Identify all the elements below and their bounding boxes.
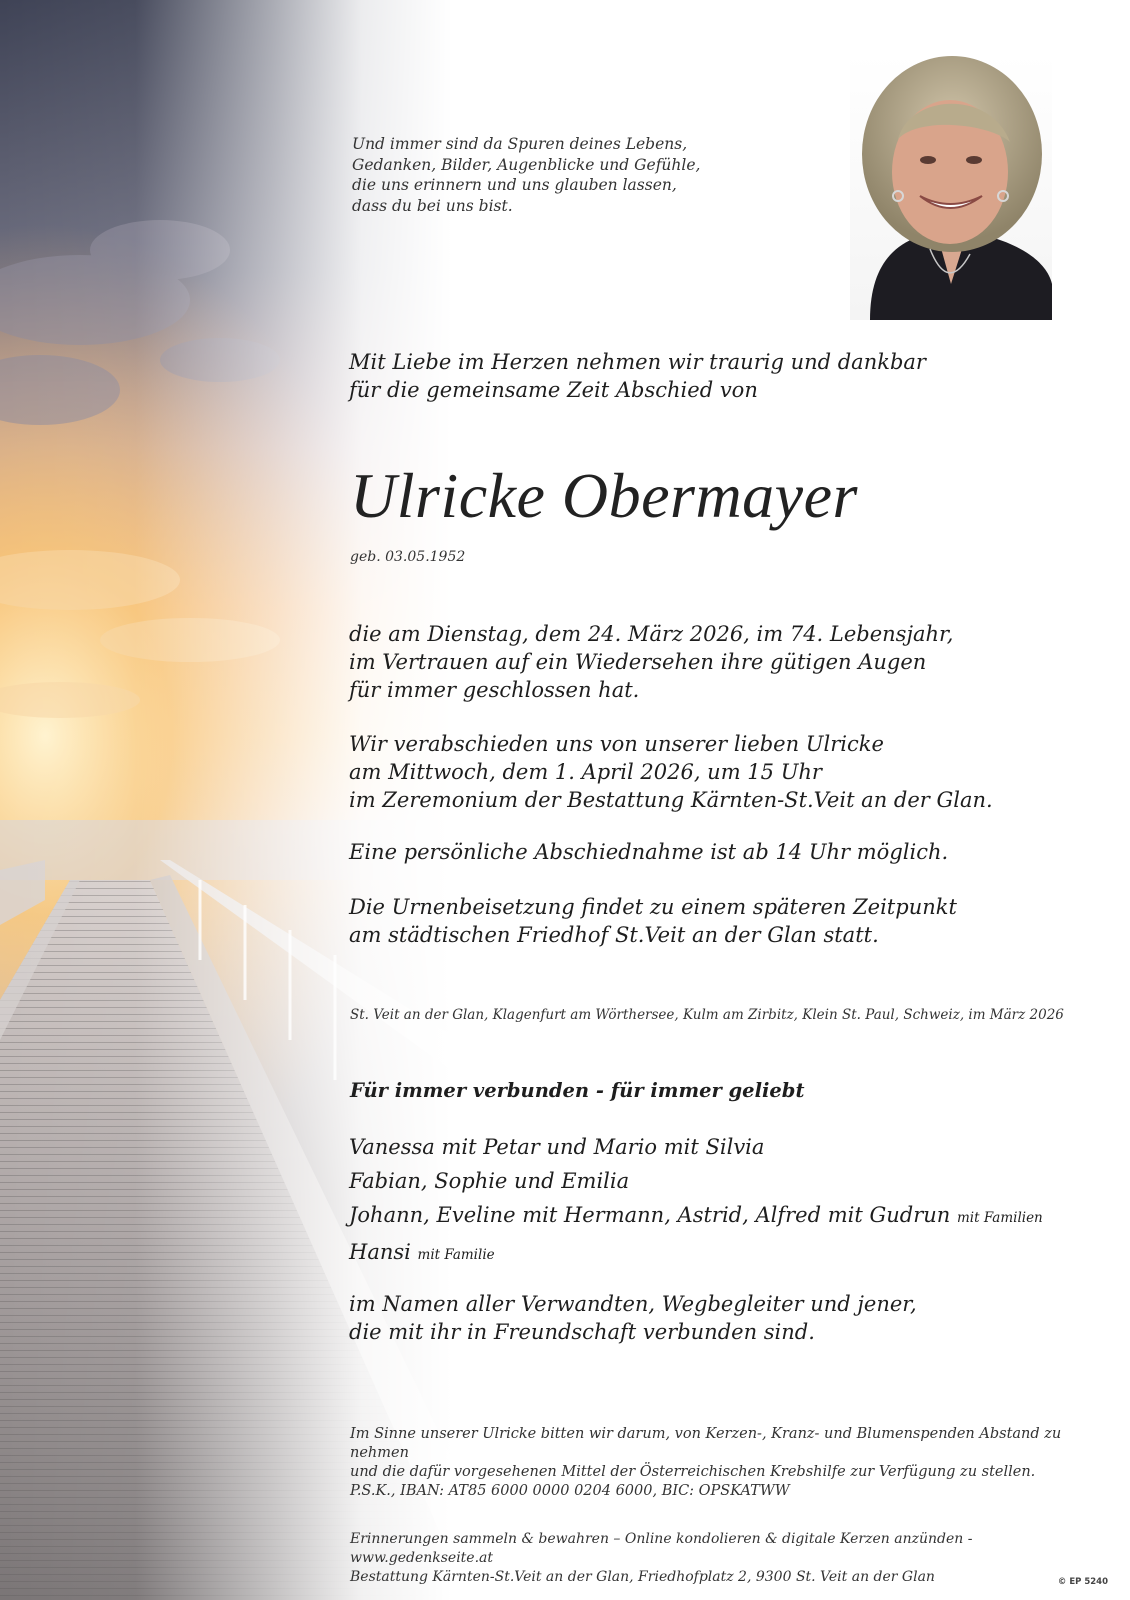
paragraph-line: die am Dienstag, dem 24. März 2026, im 74. Lebensjahr, — [349, 622, 954, 646]
paragraph-line: am städtischen Friedhof St.Veit an der Glan statt. — [349, 923, 879, 947]
donation-line: und die dafür vorgesehenen Mittel der Österreichischen Krebshilfe zur Verfügung zu stellen. — [350, 1464, 1036, 1480]
poem-line: die uns erinnern und uns glauben lassen, — [352, 176, 677, 194]
motto: Für immer verbunden - für immer geliebt — [350, 1079, 805, 1102]
family-row — [349, 1164, 1069, 1198]
family-row — [349, 1235, 1069, 1272]
birth-date: geb. 03.05.1952 — [350, 549, 466, 565]
family-suffix: mit Familien — [956, 1210, 1043, 1226]
on-behalf-of — [349, 1290, 1069, 1346]
family-list — [349, 1130, 1069, 1272]
opening-poem — [352, 134, 712, 216]
paragraph-line: Eine persönliche Abschiednahme ist ab 14 Uhr möglich. — [349, 840, 949, 864]
footer-line: Bestattung Kärnten-St.Veit an der Glan, Friedhofplatz 2, 9300 St. Veit an der Glan — [350, 1569, 935, 1585]
intro-line: für die gemeinsame Zeit Abschied von — [349, 378, 758, 402]
donation-line: P.S.K., IBAN: AT85 6000 0000 0204 6000, BIC: OPSKATWW — [350, 1483, 790, 1499]
family-row — [349, 1198, 1069, 1235]
family-row — [349, 1130, 1069, 1164]
footer — [350, 1530, 1090, 1587]
donation-notice — [350, 1425, 1090, 1501]
deceased-name: Ulricke Obermayer — [350, 460, 858, 531]
paragraph-line: im Zeremonium der Bestattung Kärnten-St.Veit an der Glan. — [349, 788, 993, 812]
poem-line: dass du bei uns bist. — [352, 196, 513, 215]
ceremony-paragraph — [349, 730, 1069, 814]
farewell-intro — [349, 348, 989, 404]
viewing-paragraph — [349, 838, 1069, 866]
poem-line: Gedanken, Bilder, Augenblicke und Gefühle, — [352, 155, 701, 174]
paragraph-line: am Mittwoch, dem 1. April 2026, um 15 Uhr — [349, 760, 822, 784]
family-names: Johann, Eveline mit Hermann, Astrid, Alfred mit Gudrun — [349, 1203, 951, 1227]
on-behalf-line: im Namen aller Verwandten, Wegbegleiter und jener, — [349, 1292, 917, 1316]
intro-line: Mit Liebe im Herzen nehmen wir traurig und dankbar — [349, 350, 926, 374]
paragraph-line: Die Urnenbeisetzung findet zu einem späteren Zeitpunkt — [349, 895, 957, 919]
places-and-date: St. Veit an der Glan, Klagenfurt am Wörthersee, Kulm am Zirbitz, Klein St. Paul, Schweiz, im März 2026 — [350, 1007, 1064, 1023]
poem-line: Und immer sind da Spuren deines Lebens, — [352, 135, 688, 153]
family-names: Vanessa mit Petar und Mario mit Silvia — [349, 1135, 765, 1159]
burial-paragraph — [349, 893, 1069, 949]
donation-line: Im Sinne unserer Ulricke bitten wir darum, von Kerzen-, Kranz- und Blumenspenden Abstand zu nehmen — [350, 1426, 1062, 1461]
on-behalf-line: die mit ihr in Freundschaft verbunden sind. — [349, 1320, 815, 1344]
portrait-photo — [850, 54, 1052, 320]
family-names: Hansi — [349, 1240, 411, 1264]
paragraph-line: im Vertrauen auf ein Wiedersehen ihre gütigen Augen — [349, 650, 927, 674]
death-notice-paragraph — [349, 620, 1069, 704]
family-suffix: mit Familie — [417, 1247, 495, 1263]
paragraph-line: Wir verabschieden uns von unserer lieben Ulricke — [349, 732, 884, 756]
print-code: © EP 5240 — [1057, 1577, 1108, 1587]
family-names: Fabian, Sophie und Emilia — [349, 1169, 630, 1193]
paragraph-line: für immer geschlossen hat. — [349, 678, 640, 702]
footer-line: Erinnerungen sammeln & bewahren – Online kondolieren & digitale Kerzen anzünden - www.gedenkseite.at — [350, 1531, 973, 1566]
